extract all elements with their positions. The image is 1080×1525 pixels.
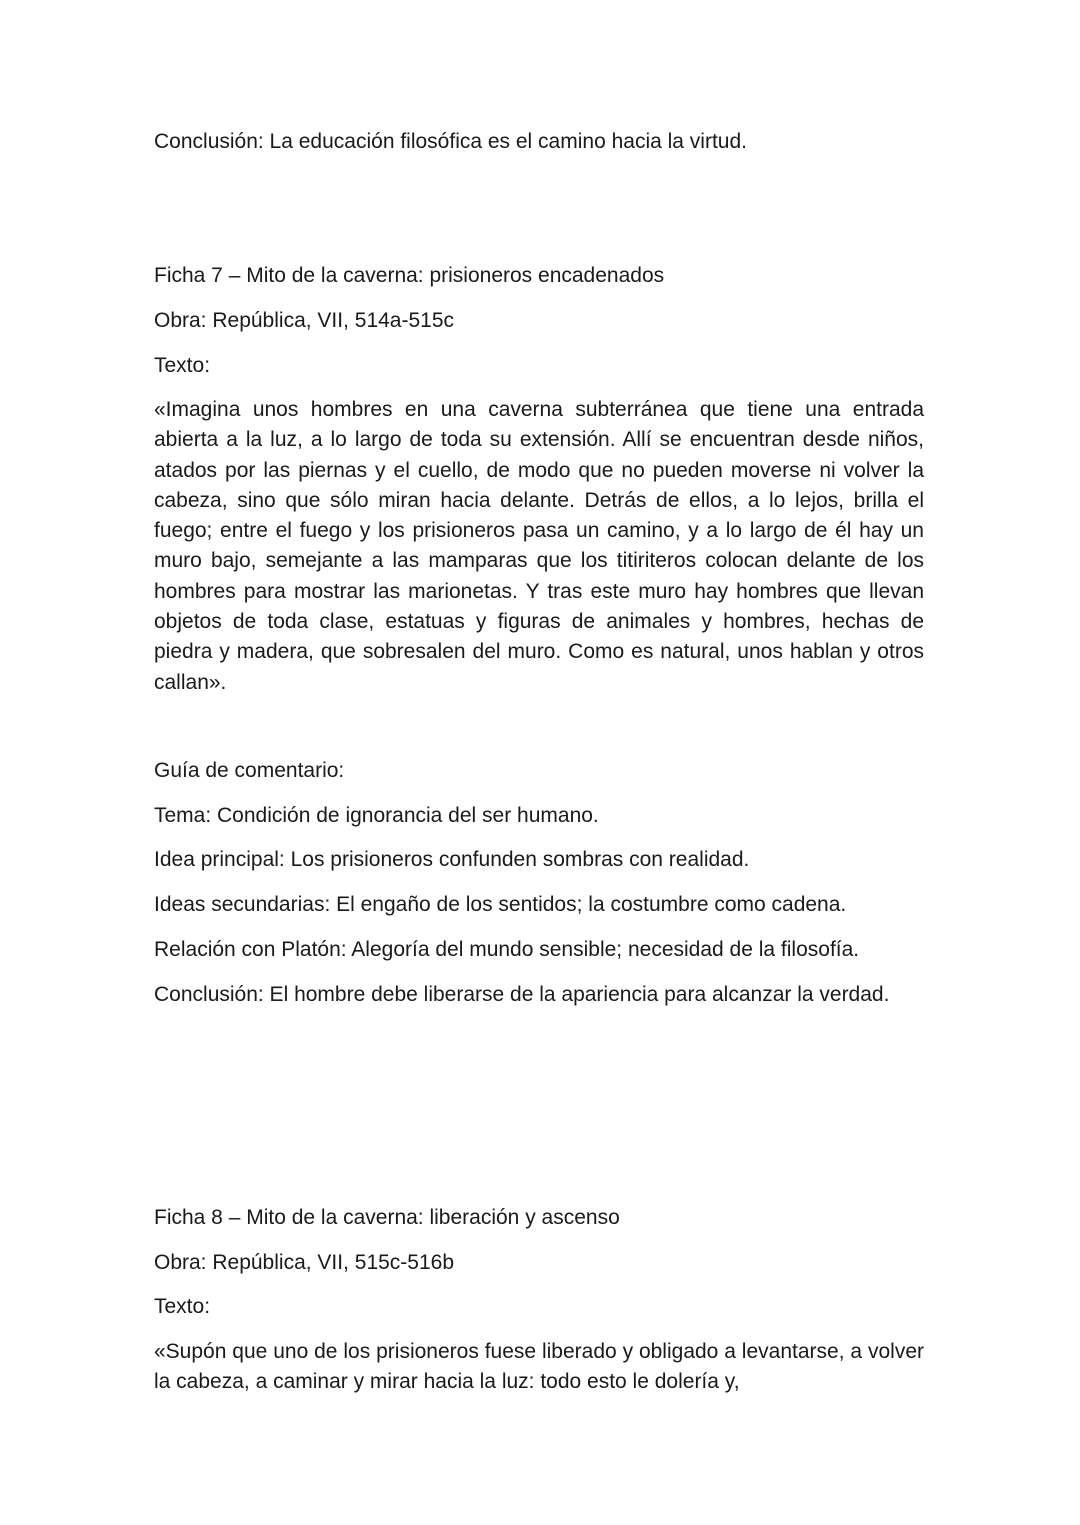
ficha7-obra: Obra: República, VII, 514a-515c — [154, 309, 455, 332]
ficha8-texto-label: Texto: — [154, 1295, 211, 1318]
ficha7-ideas-secundarias: Ideas secundarias: El engaño de los sentidos; la costumbre como cadena. — [154, 893, 847, 916]
ficha7-texto-label: Texto: — [154, 354, 211, 377]
ficha7-guia-label: Guía de comentario: — [154, 759, 345, 782]
prev-conclusion: Conclusión: La educación filosófica es el camino hacia la virtud. — [154, 130, 747, 153]
ficha7-title: Ficha 7 – Mito de la caverna: prisioneros encadenados — [154, 264, 665, 287]
ficha8-obra: Obra: República, VII, 515c-516b — [154, 1251, 455, 1274]
ficha7-conclusion: Conclusión: El hombre debe liberarse de la apariencia para alcanzar la verdad. — [154, 983, 890, 1006]
ficha8-texto: «Supón que uno de los prisioneros fuese liberado y obligado a levantarse, a volver la cabeza, a caminar y mirar hacia la luz: todo esto le dolería y, — [154, 1340, 924, 1394]
ficha7-tema: Tema: Condición de ignorancia del ser humano. — [154, 804, 599, 827]
ficha7-relacion: Relación con Platón: Alegoría del mundo sensible; necesidad de la filosofía. — [154, 938, 860, 961]
document-page — [154, 0, 924, 1525]
ficha8-title: Ficha 8 – Mito de la caverna: liberación y ascenso — [154, 1206, 620, 1229]
ficha7-idea-principal: Idea principal: Los prisioneros confunden sombras con realidad. — [154, 848, 750, 871]
ficha7-texto: «Imagina unos hombres en una caverna subterránea que tiene una entrada abierta a la luz, a lo largo de toda su extensión. Allí se encuentran desde niños, atados por las piernas y el cuello, de modo que no pueden moverse ni volver la cabeza, sino que sólo miran hacia delante. Detrás de ellos, a lo lejos, brilla el fuego; entre el fuego y los prisioneros pasa un camino, y a lo largo de él hay un muro bajo, semejante a las mamparas que los titiriteros colocan delante de los hombres para mostrar las marionetas. Y tras este muro hay hombres que llevan objetos de toda clase, estatuas y figuras de animales y hombres, hechas de piedra y madera, que sobresalen del muro. Como es natural, unos hablan y otros callan». — [154, 398, 924, 694]
